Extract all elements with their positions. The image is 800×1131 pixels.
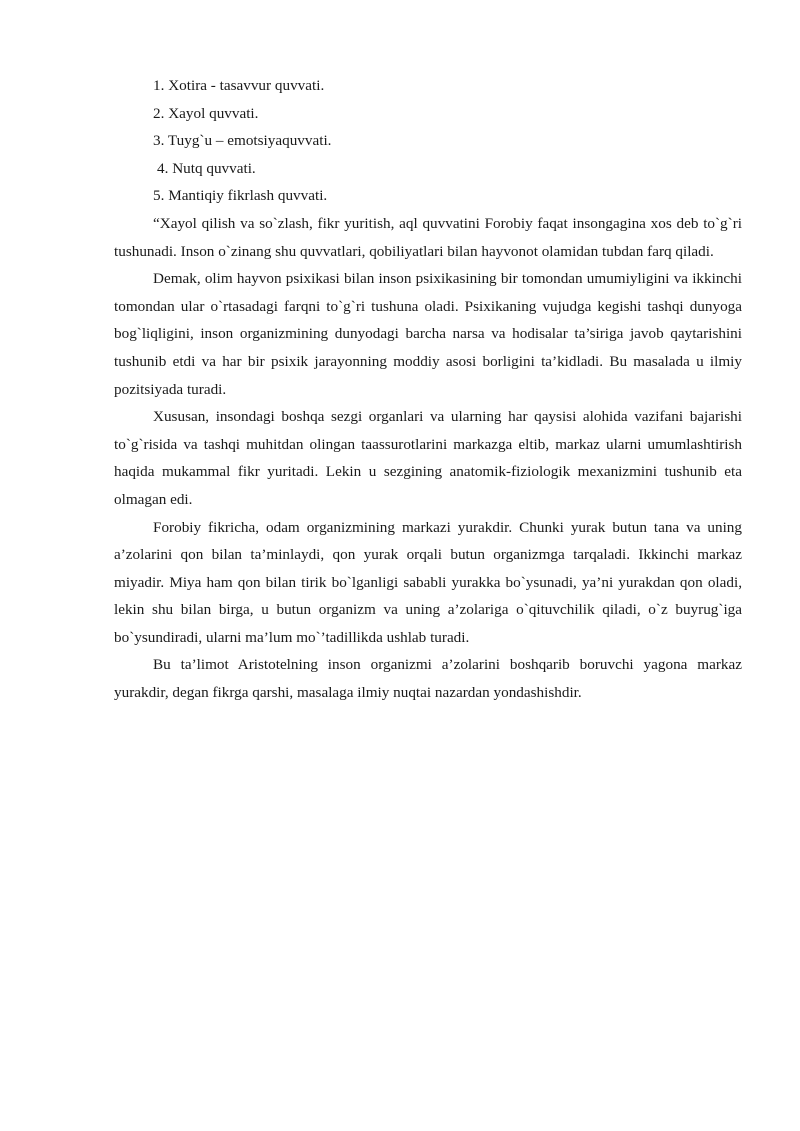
paragraph-imagination-reasoning: “Xayol qilish va so`zlash, fikr yuritish, aql quvvatini Forobiy faqat insongagina xos deb to`g`ri tushunadi. Inson o`zinang shu quvvatlari, qobiliyatlari bilan hayvonot olamidan tubdan farq qiladi. [114,214,742,260]
list-item-memory: 1. Xotira - tasavvur quvvati. [153,77,325,94]
list-item-logic: 5. Mantiqiy fikrlash quvvati. [153,187,328,205]
document-page [114,72,742,707]
paragraph-animal-human-psyche: Demak, olim hayvon psixikasi bilan inson psixikasining bir tomondan umumiyligini va ikkinchi tomondan ular o`rtasadagi farqni to`g`ri tushuna oladi. Psixikaning vujudga kegishi tashqi dunyoga bog`liqligini, inson organizmining dunyodagi barcha narsa va hodisalar ta’siriga javob qaytarishini tushunib etdi va har bir psixik jarayonning moddiy asosi borligini ta’kidladi. Bu masalada u ilmiy pozitsiyada turadi. [114,270,742,398]
paragraph-aristotle: Bu ta’limot Aristotelning inson organizmi a’zolarini boshqarib boruvchi yagona markaz yurakdir, degan fikrga qarshi, masalaga ilmiy nuqtai nazardan yondashishdir. [114,656,742,702]
paragraph-heart-brain: Forobiy fikricha, odam organizmining markazi yurakdir. Chunki yurak butun tana va uning a’zolarini qon bilan ta’minlaydi, qon yurak orqali butun organizmga tarqaladi. Ikkinchi markaz miyadir. Miya ham qon bilan tirik bo`lganligi sababli yurakka bo`ysunadi, ya’ni yurakdan qon oladi, lekin shu bilan birga, u butun organizm va uning a’zolariga o`qituvchilik qiladi, o`z buyrug`iga bo`ysundiradi, ularni ma’lum mo`’tadillikda ushlab turadi. [114,518,742,646]
paragraph-sense-organs: Xususan, insondagi boshqa sezgi organlari va ularning har qaysisi alohida vazifani bajarishi to`g`risida va tashqi muhitdan olingan taassurotlarini markazga eltib, markaz ularni umumlashtirish haqida mukammal fikr yuritadi. Lekin u sezgining anatomik-fiziologik mexanizmini tushunib eta olmagan edi. [114,408,742,508]
list-item-emotion: 3. Tuyg`u – emotsiyaquvvati. [153,132,332,150]
list-item-imagination: 2. Xayol quvvati. [153,104,259,122]
list-item-speech: 4. Nutq quvvati. [157,159,256,177]
